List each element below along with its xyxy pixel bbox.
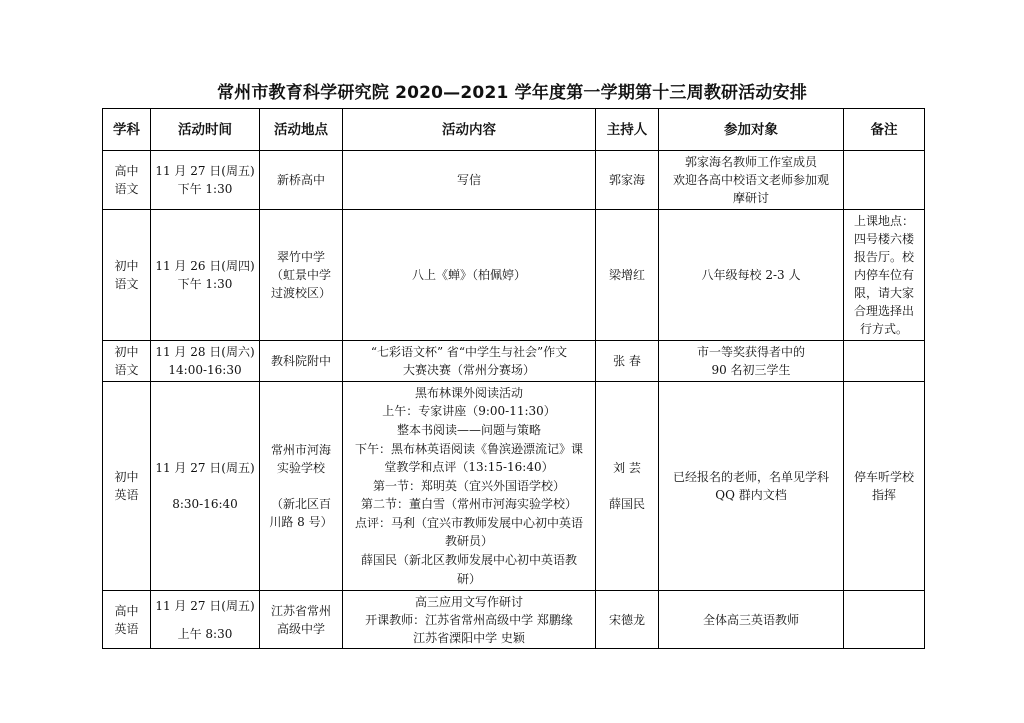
cell-participants: 郭家海名教师工作室成员 欢迎各高中校语文老师参加观 摩研讨 bbox=[659, 151, 844, 210]
cell-participants: 全体高三英语教师 bbox=[659, 591, 844, 649]
table-row bbox=[103, 151, 925, 210]
cell-note: 上课地点： 四号楼六楼 报告厅。校 内停车位有 限，请大家 合理选择出 行方式。 bbox=[844, 210, 925, 341]
page-title: 常州市教育科学研究院 2020—2021 学年度第一学期第十三周教研活动安排 bbox=[216, 83, 808, 103]
cell-place: 江苏省常州 高级中学 bbox=[260, 591, 343, 649]
cell-subject: 高中 英语 bbox=[103, 591, 151, 649]
cell-host: 刘 芸 薛国民 bbox=[596, 382, 659, 591]
cell-participants: 八年级每校 2-3 人 bbox=[659, 210, 844, 341]
table-row bbox=[103, 341, 925, 382]
table-row bbox=[103, 591, 925, 649]
header-content: 活动内容 bbox=[343, 109, 596, 151]
cell-participants: 已经报名的老师，名单见学科 QQ 群内文档 bbox=[659, 382, 844, 591]
cell-subject: 初中 语文 bbox=[103, 210, 151, 341]
cell-host: 宋德龙 bbox=[596, 591, 659, 649]
cell-time: 11 月 28 日(周六) 14:00-16:30 bbox=[151, 341, 260, 382]
cell-note bbox=[844, 341, 925, 382]
cell-participants: 市一等奖获得者中的 90 名初三学生 bbox=[659, 341, 844, 382]
cell-time: 11 月 26 日(周四) 下午 1:30 bbox=[151, 210, 260, 341]
cell-host: 张 春 bbox=[596, 341, 659, 382]
header-row bbox=[103, 109, 925, 151]
header-note: 备注 bbox=[844, 109, 925, 151]
cell-content: 写信 bbox=[343, 151, 596, 210]
cell-host: 郭家海 bbox=[596, 151, 659, 210]
table-row bbox=[103, 382, 925, 591]
table-row bbox=[103, 210, 925, 341]
schedule-table bbox=[102, 108, 925, 649]
cell-place: 新桥高中 bbox=[260, 151, 343, 210]
cell-place: 常州市河海 实验学校 （新北区百 川路 8 号） bbox=[260, 382, 343, 591]
cell-subject: 高中 语文 bbox=[103, 151, 151, 210]
cell-note bbox=[844, 151, 925, 210]
cell-subject: 初中 语文 bbox=[103, 341, 151, 382]
header-host: 主持人 bbox=[596, 109, 659, 151]
cell-note: 停车听学校 指挥 bbox=[844, 382, 925, 591]
cell-content: 黑布林课外阅读活动 上午：专家讲座（9:00-11:30） 整本书阅读——问题与策略 下午：黑布林英语阅读《鲁滨逊漂流记》课 堂教学和点评（13:15-16:40） 第一节：郑明英（宜兴外国语学校） 第二节：董白雪（常州市河海实验学校） 点评：马利（宜兴市教师发展中心初中英语 教研员） 薛国民（新北区教师发展中心初中英语教 研） bbox=[343, 382, 596, 591]
cell-time: 11 月 27 日(周五) 8:30-16:40 bbox=[151, 382, 260, 591]
cell-content: 八上《蝉》（柏佩婷） bbox=[343, 210, 596, 341]
cell-content: “七彩语文杯” 省“中学生与社会”作文 大赛决赛（常州分赛场） bbox=[343, 341, 596, 382]
cell-place: 教科院附中 bbox=[260, 341, 343, 382]
header-time: 活动时间 bbox=[151, 109, 260, 151]
cell-subject: 初中 英语 bbox=[103, 382, 151, 591]
header-participants: 参加对象 bbox=[659, 109, 844, 151]
cell-content: 高三应用文写作研讨 开课教师：江苏省常州高级中学 郑鹏缘 江苏省溧阳中学 史颖 bbox=[343, 591, 596, 649]
cell-note bbox=[844, 591, 925, 649]
header-subject: 学科 bbox=[103, 109, 151, 151]
cell-time: 11 月 27 日(周五) 下午 1:30 bbox=[151, 151, 260, 210]
cell-time: 11 月 27 日(周五) 上午 8:30 bbox=[151, 591, 260, 649]
cell-host: 梁增红 bbox=[596, 210, 659, 341]
cell-place: 翠竹中学 （虹景中学 过渡校区） bbox=[260, 210, 343, 341]
header-place: 活动地点 bbox=[260, 109, 343, 151]
